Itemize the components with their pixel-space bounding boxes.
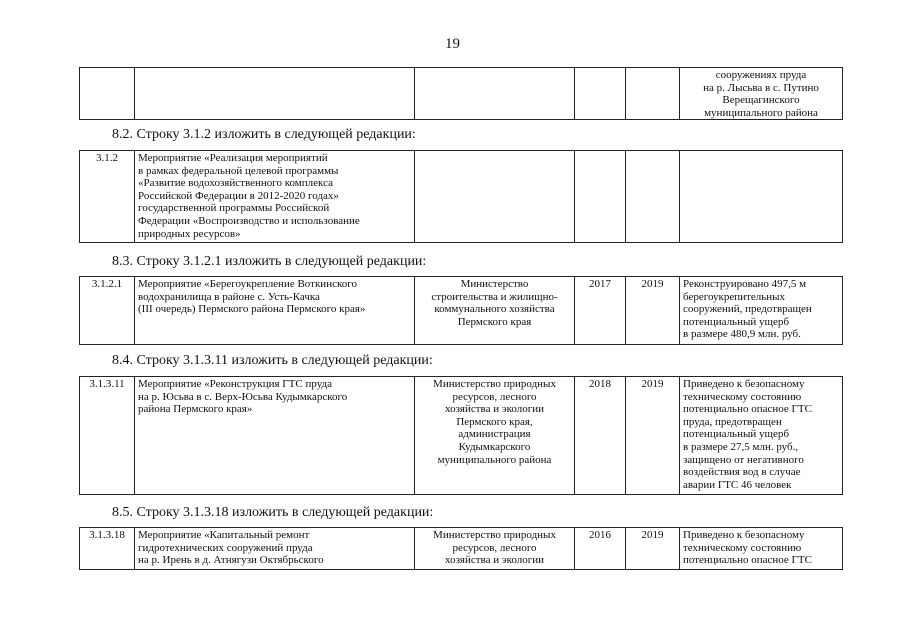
responsible-org-cell: Министерство строительства и жилищно- коммунального хозяйства Пермского края [415, 277, 575, 345]
start-year-cell: 2016 [575, 528, 626, 570]
table-row [80, 277, 843, 345]
row-number-cell: 3.1.3.18 [80, 528, 135, 570]
description-cell: Мероприятие «Реализация мероприятий в рамках федеральной целевой программы «Развитие водохозяйственного комплекса Российской Федерации в 2012-2020 годах» государственной программы Российской Федерации «Воспроизводство и использование природных ресурсов» [135, 151, 415, 243]
result-cell: Приведено к безопасному техническому состоянию потенциально опасное ГТС пруда, предотвращен потенциальный ущерб в размере 27,5 млн. руб., защищено от негативного воздействия вод в случае аварии ГТС 46 человек [680, 377, 843, 495]
section-heading-8-3: 8.3. Строку 3.1.2.1 изложить в следующей редакции: [112, 254, 427, 269]
continuation-table [79, 67, 843, 120]
result-cell: Приведено к безопасному техническому состоянию потенциально опасное ГТС [680, 528, 843, 570]
responsible-org-cell [415, 68, 575, 120]
table-row-3-1-2 [79, 150, 843, 243]
end-year-cell: 2019 [626, 377, 680, 495]
responsible-org-cell: Министерство природных ресурсов, лесного хозяйства и экологии [415, 528, 575, 570]
responsible-org-cell [415, 151, 575, 243]
table-row-3-1-3-11 [79, 376, 843, 495]
end-year-cell [626, 68, 680, 120]
row-number-cell: 3.1.3.11 [80, 377, 135, 495]
table-row [80, 377, 843, 495]
row-number-cell [80, 68, 135, 120]
section-heading-8-4: 8.4. Строку 3.1.3.11 изложить в следующей редакции: [112, 353, 433, 368]
description-cell [135, 68, 415, 120]
section-heading-8-5: 8.5. Строку 3.1.3.18 изложить в следующей редакции: [112, 505, 434, 520]
table-row [80, 68, 843, 120]
description-cell: Мероприятие «Берегоукрепление Воткинского водохранилища в районе с. Усть-Качка (III очередь) Пермского района Пермского края» [135, 277, 415, 345]
start-year-cell: 2017 [575, 277, 626, 345]
end-year-cell: 2019 [626, 277, 680, 345]
description-cell: Мероприятие «Реконструкция ГТС пруда на р. Юсьва в с. Верх-Юсьва Кудымкарского района Пермского края» [135, 377, 415, 495]
table-row-3-1-2-1 [79, 276, 843, 345]
row-number-cell: 3.1.2 [80, 151, 135, 243]
description-cell: Мероприятие «Капитальный ремонт гидротехнических сооружений пруда на р. Ирень в д. Атнягузи Октябрьского [135, 528, 415, 570]
table-row [80, 528, 843, 570]
start-year-cell: 2018 [575, 377, 626, 495]
responsible-org-cell: Министерство природных ресурсов, лесного хозяйства и экологии Пермского края, администрация Кудымкарского муниципального района [415, 377, 575, 495]
table-row [80, 151, 843, 243]
result-cell: сооружениях пруда на р. Лысьва в с. Путино Верещагинского муниципального района [680, 68, 843, 120]
table-row-3-1-3-18 [79, 527, 843, 570]
start-year-cell [575, 151, 626, 243]
start-year-cell [575, 68, 626, 120]
result-cell [680, 151, 843, 243]
row-number-cell: 3.1.2.1 [80, 277, 135, 345]
section-heading-8-2: 8.2. Строку 3.1.2 изложить в следующей редакции: [112, 127, 416, 142]
result-cell: Реконструировано 497,5 м берегоукрепительных сооружений, предотвращен потенциальный ущерб в размере 480,9 млн. руб. [680, 277, 843, 345]
page-number: 19 [445, 36, 460, 52]
end-year-cell [626, 151, 680, 243]
end-year-cell: 2019 [626, 528, 680, 570]
